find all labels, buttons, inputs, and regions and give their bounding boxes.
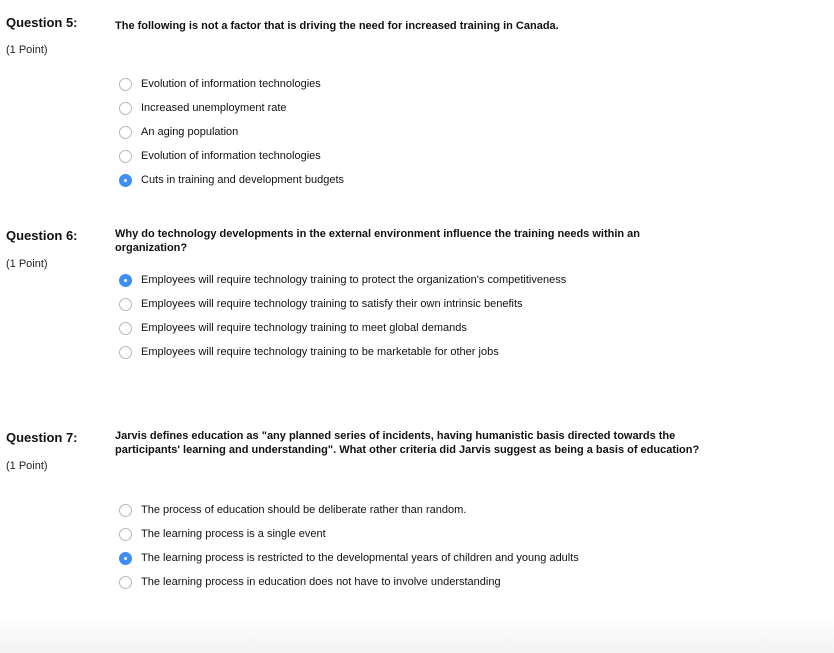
answer-option[interactable]: [119, 570, 579, 594]
question-text: Jarvis defines education as "any planned series of incidents, having humanistic basis directed towards the participants' learning and understanding". What other criteria did Jarvis suggest as being a basis of education?: [115, 430, 700, 456]
radio-button[interactable]: [119, 126, 132, 139]
radio-button[interactable]: [119, 102, 132, 115]
answer-option[interactable]: [119, 168, 344, 192]
answer-option[interactable]: [119, 316, 566, 340]
answer-option[interactable]: [119, 546, 579, 570]
answer-option-label: Employees will require technology training to protect the organization's competitiveness: [141, 274, 567, 286]
radio-button[interactable]: [119, 274, 132, 287]
question-label: Question 7:: [6, 430, 78, 445]
answer-option-label: The learning process in education does not have to involve understanding: [141, 576, 501, 588]
question-text: Why do technology developments in the external environment influence the training needs within an organization?: [115, 228, 641, 254]
answer-options: [119, 72, 344, 192]
radio-button[interactable]: [119, 174, 132, 187]
answer-option-label: The learning process is a single event: [141, 528, 326, 540]
radio-button[interactable]: [119, 298, 132, 311]
answer-options: [119, 498, 579, 594]
radio-button[interactable]: [119, 504, 132, 517]
answer-option-label: Employees will require technology training to be marketable for other jobs: [141, 346, 499, 358]
question-label: Question 6:: [6, 228, 78, 243]
answer-option[interactable]: [119, 268, 566, 292]
answer-option-label: Employees will require technology training to satisfy their own intrinsic benefits: [141, 298, 523, 310]
answer-options: [119, 268, 566, 364]
radio-button[interactable]: [119, 322, 132, 335]
answer-option-label: The learning process is restricted to the developmental years of children and young adults: [141, 552, 579, 564]
answer-option-label: An aging population: [141, 126, 239, 138]
radio-button[interactable]: [119, 150, 132, 163]
answer-option[interactable]: [119, 522, 579, 546]
answer-option-label: Increased unemployment rate: [141, 102, 287, 114]
answer-option-label: Cuts in training and development budgets: [141, 174, 345, 186]
answer-option-label: Evolution of information technologies: [141, 150, 321, 162]
answer-option-label: The process of education should be deliberate rather than random.: [141, 504, 467, 516]
answer-option[interactable]: [119, 292, 566, 316]
question-points: (1 Point): [6, 44, 48, 56]
radio-button[interactable]: [119, 552, 132, 565]
answer-option[interactable]: [119, 144, 344, 168]
radio-button[interactable]: [119, 346, 132, 359]
answer-option[interactable]: [119, 120, 344, 144]
question-points: (1 Point): [6, 258, 48, 270]
radio-button[interactable]: [119, 78, 132, 91]
radio-button[interactable]: [119, 528, 132, 541]
answer-option[interactable]: [119, 96, 344, 120]
answer-option[interactable]: [119, 498, 579, 522]
radio-button[interactable]: [119, 576, 132, 589]
question-points: (1 Point): [6, 460, 48, 472]
answer-option-label: Evolution of information technologies: [141, 78, 321, 90]
answer-option[interactable]: [119, 72, 344, 96]
question-text: The following is not a factor that is driving the need for increased training in Canada.: [115, 20, 559, 32]
answer-option-label: Employees will require technology training to meet global demands: [141, 322, 467, 334]
answer-option[interactable]: [119, 340, 566, 364]
question-label: Question 5:: [6, 15, 78, 30]
